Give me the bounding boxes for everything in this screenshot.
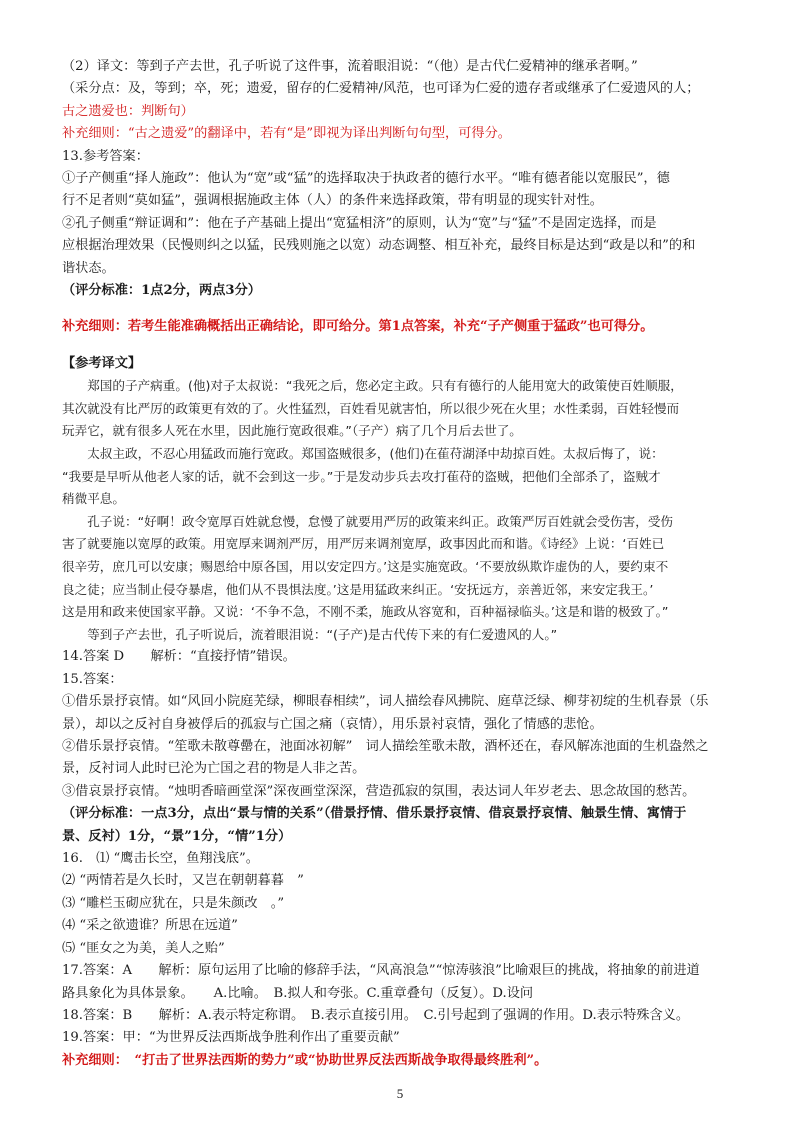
translation-line: 等到子产去世，孔子听说后，流着眼泪说：“(子产)是古代传下来的有仁爱遗风的人。” (87, 626, 558, 642)
q13-section (62, 146, 752, 339)
answer-page (62, 56, 752, 1072)
q19-supplement-rule: 补充细则： “打击了世界法西斯的势力”或“协助世界反法西斯战争取得最终胜利”。 (62, 1052, 548, 1068)
q19-answer: 19.答案：甲：“为世界反法西斯战争胜利作出了重要贡献” (62, 1030, 400, 1046)
q12-scoring-points: （采分点：及，等到；卒，死；遗爱，留存的仁爱精神/风范，也可译为仁爱的遗存者或继承了仁爱遗风的人； (62, 81, 700, 97)
q15-point3: ③借哀景抒哀情。“烛明香暗画堂深”深夜画堂深深，营造孤寂的氛围，表达词人年岁老去、思念故国的愁苦。 (62, 783, 696, 799)
q13-point2-cont: 应根据治理效果（民慢则纠之以猛，民残则施之以宽）动态调整、相互补充，最终目标是达到“政是以和”的和 (62, 238, 696, 254)
q15-score-standard-cont: 景、反衬）1分，“景”1分，“情”1分） (62, 828, 292, 844)
translation-line: 孔子说：“好啊！政令宽厚百姓就怠慢，怠慢了就要用严厉的政策来纠正。政策严厉百姓就会受伤害，受伤 (87, 513, 674, 529)
q15-score-standard: （评分标准：一点3分，点出“景与情的关系”（借景抒情、借乐景抒哀情、借哀景抒哀情、触景生情、寓情于 (62, 806, 687, 822)
q14-answer: 14.答案 D 解析：“直接抒情”错误。 (62, 649, 296, 665)
q16-item: 16. ⑴ “鹰击长空，鱼翔浅底”。 (62, 851, 259, 867)
q15-point2-cont: 景，反衬词人此时已沦为亡国之君的物是人非之苦。 (62, 761, 366, 777)
q13-title: 13.参考答案： (62, 148, 149, 164)
q15-point1-cont: 景），却以之反衬自身被俘后的孤寂与亡国之痛（哀情），用乐景衬哀情，强化了情感的悲怆。 (62, 716, 603, 732)
q12-translation: （2）译文：等到子产去世，孔子听说了这件事，流着眼泪说：“（他）是古代仁爱精神的继承者啊。” (62, 59, 638, 74)
q16-section (62, 848, 752, 960)
translation-line: 害了就要施以宽厚的政策。用宽厚来调剂严厉，用严厉来调剂宽厚，政事因此而和谐。《诗经》上说：‘百姓已 (62, 536, 665, 552)
q17-answer-cont: 路具象化为具体景象。 A.比喻。 B.拟人和夸张。C.重章叠句（反复）。D.设问 (62, 985, 534, 1001)
q17-answer: 17.答案：A 解析：原句运用了比喻的修辞手法，“风高浪急”“惊涛骇浪”比喻艰巨的挑战，将抽象的前进道 (62, 963, 700, 979)
q16-item: ⑷ “采之欲遗谁？所思在远道” (62, 918, 238, 934)
q16-item: ⑶ “雕栏玉砌应犹在，只是朱颜改 。” (62, 895, 285, 911)
translation-line: “我要是早听从他老人家的话，就不会到这一步。”于是发动步兵去攻打萑苻的盗贼，把他们全部杀了，盗贼才 (62, 468, 661, 484)
q12-section (62, 56, 752, 146)
q13-supplement-rule: 补充细则：若考生能准确概括出正确结论，即可给分。第1点答案，补充“子产侧重于猛政”也可得分。 (62, 319, 654, 335)
q13-point1-cont: 行不足者则“莫如猛”，强调根据施政主体（人）的条件来选择政策，带有明显的现实针对性。 (62, 193, 603, 209)
page-number: 5 (396, 1086, 404, 1101)
translation-line: 玩弄它，就有很多人死在水里，因此施行宽政很难。”（子产）病了几个月后去世了。 (62, 423, 522, 439)
q19-section (62, 1027, 752, 1072)
q12-supplement-rule: 补充细则：“古之遗爱”的翻译中，若有“是”即视为译出判断句句型，可得分。 (62, 126, 511, 142)
translation-line: 这是用和政来使国家平静。又说：‘不争不急，不刚不柔，施政从容宽和，百种福禄临头。’这是和谐的极致了。” (62, 604, 669, 620)
q13-point2: ②孔子侧重“辩证调和”：他在子产基础上提出“宽猛相济”的原则，认为“宽”与“猛”不是固定选择，而是 (62, 215, 657, 231)
q15-point1: ①借乐景抒哀情。如“风回小院庭芜绿，柳眼春相续”，词人描绘春风拂院、庭草泛绿、柳芽初绽的生机春景（乐 (62, 694, 709, 710)
q13-score-standard: （评分标准：1点2分，两点3分） (62, 283, 261, 299)
translation-line: 很辛劳，庶几可以安康；赐恩给中原各国，用以安定四方。’这是实施宽政。‘不要放纵欺诈虚伪的人，要约束不 (62, 559, 669, 575)
translation-line: 太叔主政，不忍心用猛政而施行宽政。郑国盗贼很多，(他们)在萑苻湖泽中劫掠百姓。太叔后悔了，说： (87, 446, 664, 462)
q15-title: 15.答案： (62, 671, 123, 687)
translation-line: 良之徒；应当制止侵夺暴虐，他们从不畏惧法度。’这是用猛政来纠正。‘安抚远方，亲善近邻，来安定我王。’ (62, 581, 654, 597)
translation-line: 稍微平息。 (62, 491, 125, 507)
q16-item: ⑸ “匪女之为美，美人之贻” (62, 940, 225, 956)
q17-section (62, 960, 752, 1005)
reference-translation (62, 353, 752, 647)
q15-section (62, 669, 752, 848)
q13-point2-end: 谐状态。 (62, 260, 115, 276)
q18-answer: 18.答案：B 解析：A.表示特定称谓。 B.表示直接引用。 C.引号起到了强调的作用。D.表示特殊含义。 (62, 1007, 690, 1023)
translation-line: 其次就没有比严厉的政策更有效的了。火性猛烈，百姓看见就害怕，所以很少死在火里；水性柔弱，百姓轻慢而 (62, 400, 680, 416)
q15-point2: ②借乐景抒哀情。“笙歌未散尊罍在，池面冰初解” 词人描绘笙歌未散，酒杯还在，春风解冻池面的生机盎然之 (62, 739, 709, 755)
q12-scoring-points-cont: 古之遗爱也：判断句） (62, 103, 194, 119)
q16-item: ⑵ “两情若是久长时，又岂在朝朝暮暮 ” (62, 873, 304, 889)
q13-point1: ①子产侧重“择人施政”：他认为“宽”或“猛”的选择取决于执政者的德行水平。“唯有德者能以宽服民”，德 (62, 171, 670, 187)
translation-line: 郑国的子产病重。(他)对子太叔说：“我死之后，您必定主政。只有有德行的人能用宽大的政策使百姓顺服， (87, 378, 683, 394)
translation-title: 【参考译文】 (62, 355, 142, 371)
